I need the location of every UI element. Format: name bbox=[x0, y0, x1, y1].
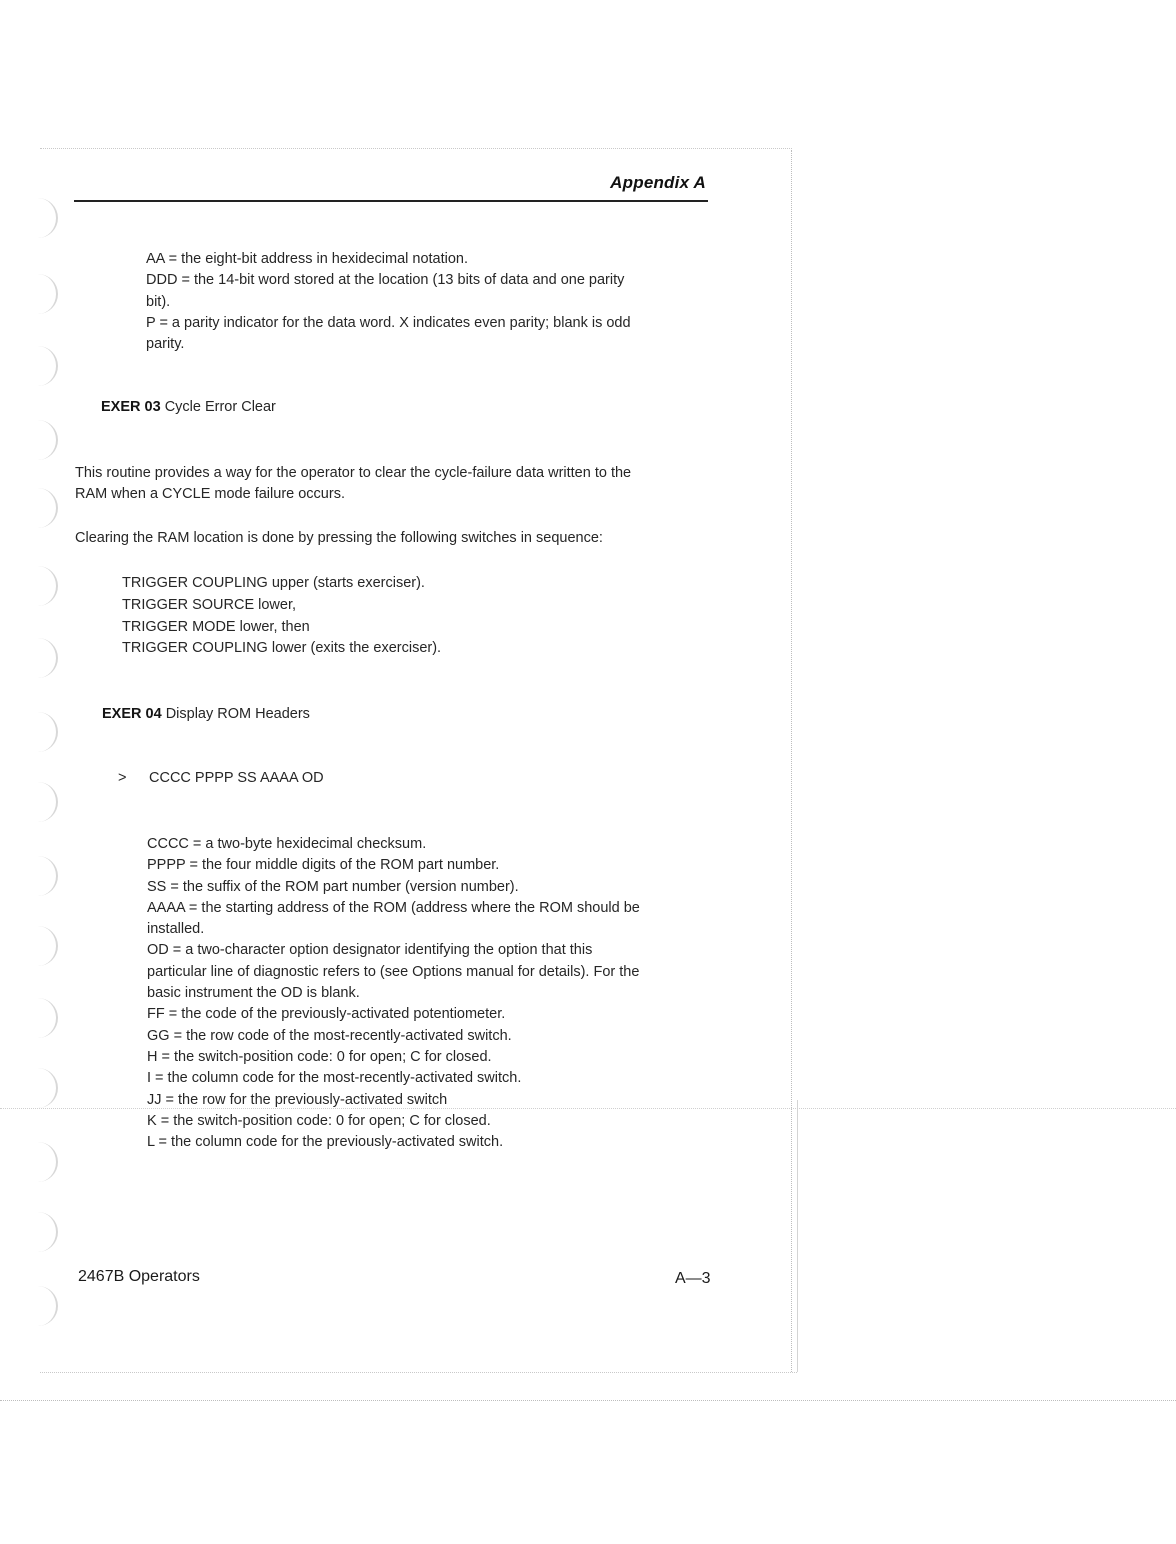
definition-line: DDD = the 14-bit word stored at the location (13 bits of data and one parity bbox=[146, 272, 625, 289]
binder-hole bbox=[22, 1286, 58, 1326]
exer03-label: EXER 03 bbox=[101, 399, 161, 415]
running-head: Appendix A bbox=[610, 173, 706, 192]
exer03-title: Cycle Error Clear bbox=[164, 399, 276, 415]
paragraph-line: This routine provides a way for the operator to clear the cycle-failure data written to the bbox=[75, 465, 632, 481]
header-rule bbox=[74, 200, 708, 202]
definition-line: H = the switch-position code: 0 for open; C for closed. bbox=[147, 1048, 492, 1065]
definition-line: FF = the code of the previously-activated potentiometer. bbox=[147, 1006, 506, 1023]
binder-hole bbox=[22, 274, 58, 314]
exer03-intro-paragraph bbox=[75, 463, 631, 506]
exer04-definition-list bbox=[147, 834, 640, 1153]
binder-hole bbox=[22, 1212, 58, 1252]
definition-line: GG = the row code of the most-recently-activated switch. bbox=[147, 1027, 512, 1044]
sequence-step: TRIGGER COUPLING upper (starts exerciser). bbox=[122, 575, 425, 591]
sequence-step: TRIGGER MODE lower, then bbox=[122, 618, 310, 635]
scan-edge-top bbox=[40, 148, 792, 149]
exer04-title: Display ROM Headers bbox=[165, 706, 310, 722]
exer03-heading bbox=[101, 397, 276, 419]
footer-manual-title: 2467B Operators bbox=[78, 1268, 200, 1285]
binder-hole bbox=[22, 638, 58, 678]
definition-line: AA = the eight-bit address in hexidecimal notation. bbox=[146, 251, 469, 267]
definition-line: I = the column code for the most-recently-activated switch. bbox=[147, 1070, 522, 1087]
exer04-label: EXER 04 bbox=[102, 706, 162, 722]
definition-line: particular line of diagnostic refers to (see Options manual for details). For the bbox=[147, 963, 640, 980]
scan-edge-right bbox=[791, 150, 792, 1372]
definition-line: installed. bbox=[147, 921, 205, 938]
binder-hole bbox=[22, 782, 58, 822]
exer02-definition-list bbox=[146, 249, 631, 355]
binder-hole bbox=[22, 420, 58, 460]
definition-line: JJ = the row for the previously-activated switch bbox=[147, 1091, 448, 1108]
sequence-step: TRIGGER SOURCE lower, bbox=[122, 596, 297, 613]
binder-hole bbox=[22, 1068, 58, 1108]
definition-line: AAAA = the starting address of the ROM (address where the ROM should be bbox=[147, 899, 640, 916]
definition-line: parity. bbox=[146, 336, 185, 353]
binder-hole bbox=[22, 1142, 58, 1182]
scan-edge-right-secondary bbox=[797, 1100, 798, 1372]
display-format: CCCC PPPP SS AAAA OD bbox=[149, 770, 324, 786]
binder-hole bbox=[22, 998, 58, 1038]
binder-hole bbox=[22, 856, 58, 896]
binder-hole bbox=[22, 198, 58, 238]
exer03-instruction: Clearing the RAM location is done by pressing the following switches in sequence: bbox=[75, 530, 603, 546]
binder-hole bbox=[22, 712, 58, 752]
sequence-step: TRIGGER COUPLING lower (exits the exerciser). bbox=[122, 640, 442, 657]
footer-page-number: A—3 bbox=[675, 1270, 711, 1287]
binder-hole bbox=[22, 926, 58, 966]
definition-line: OD = a two-character option designator identifying the option that this bbox=[147, 942, 593, 959]
definition-line: P = a parity indicator for the data word. X indicates even parity; blank is odd bbox=[146, 314, 631, 331]
definition-line: K = the switch-position code: 0 for open; C for closed. bbox=[147, 1112, 491, 1129]
definition-line: basic instrument the OD is blank. bbox=[147, 985, 360, 1002]
binder-hole bbox=[22, 566, 58, 606]
binder-hole bbox=[22, 488, 58, 528]
binder-hole bbox=[22, 346, 58, 386]
definition-line: L = the column code for the previously-activated switch. bbox=[147, 1134, 504, 1151]
definition-line: SS = the suffix of the ROM part number (version number). bbox=[147, 878, 519, 895]
paragraph-line: RAM when a CYCLE mode failure occurs. bbox=[75, 486, 345, 503]
definition-line: bit). bbox=[146, 293, 171, 310]
exer03-switch-sequence bbox=[122, 573, 441, 660]
definition-line: CCCC = a two-byte hexidecimal checksum. bbox=[147, 836, 427, 852]
scan-edge-bottom bbox=[40, 1372, 797, 1373]
definition-line: PPPP = the four middle digits of the ROM part number. bbox=[147, 857, 500, 874]
scan-line bbox=[0, 1400, 1176, 1401]
display-prompt-symbol: > bbox=[118, 770, 127, 786]
exer04-heading bbox=[102, 704, 310, 726]
